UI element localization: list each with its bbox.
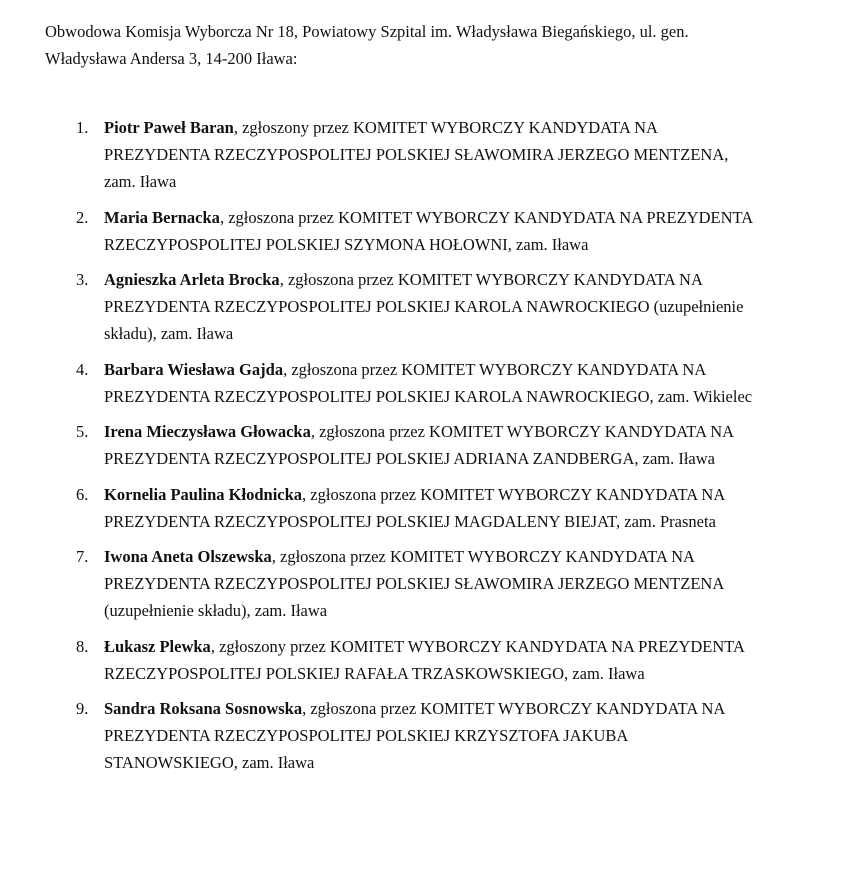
- member-description: PREZYDENTA RZECZYPOSPOLITEJ POLSKIEJ MAGDALENY BIEJAT, zam. Prasneta: [104, 511, 716, 531]
- member-name: Maria Bernacka: [104, 207, 220, 227]
- member-description: RZECZYPOSPOLITEJ POLSKIEJ SZYMONA HOŁOWNI, zam. Iława: [104, 234, 589, 254]
- member-text-line: [104, 266, 824, 293]
- member-description: PREZYDENTA RZECZYPOSPOLITEJ POLSKIEJ KRZYSZTOFA JAKUBA: [104, 726, 629, 745]
- member-description: zam. Iława: [104, 172, 177, 191]
- member-text-line: [104, 597, 824, 624]
- member-text-line: [104, 508, 824, 535]
- member-description: STANOWSKIEGO, zam. Iława: [104, 753, 315, 772]
- member-text-line: [104, 418, 824, 445]
- list-item-number: 9.: [76, 699, 89, 718]
- member-text-line: [104, 114, 824, 141]
- list-item-number: 3.: [76, 270, 89, 289]
- member-text-line: [104, 168, 824, 195]
- member-description: , zgłoszona przez KOMITET WYBORCZY KANDYDATA NA PREZYDENTA: [219, 207, 754, 227]
- member-text-line: [104, 722, 824, 749]
- member-name: Sandra Roksana Sosnowska: [104, 699, 303, 718]
- header-line-1: Obwodowa Komisja Wyborcza Nr 18, Powiatowy Szpital im. Władysława Biegańskiego, ul. gen.: [45, 22, 689, 41]
- list-item: [0, 356, 824, 410]
- member-name: Kornelia Paulina Kłodnicka: [104, 484, 303, 504]
- member-text-line: [104, 445, 824, 472]
- list-item: [0, 543, 824, 624]
- list-item-number: 8.: [76, 636, 89, 656]
- list-item: [0, 204, 824, 258]
- member-text-line: [104, 695, 824, 722]
- member-text-line: [104, 231, 824, 258]
- header-line-2: Władysława Andersa 3, 14-200 Iława:: [45, 49, 298, 68]
- member-description: , zgłoszona przez KOMITET WYBORCZY KANDYDATA NA: [302, 699, 726, 718]
- member-text-line: [104, 660, 824, 687]
- member-name: Iwona Aneta Olszewska: [104, 547, 272, 566]
- member-description: , zgłoszony przez KOMITET WYBORCZY KANDYDATA NA: [233, 118, 658, 137]
- member-text-line: [104, 543, 824, 570]
- member-text-line: [104, 204, 824, 231]
- member-description: , zgłoszona przez KOMITET WYBORCZY KANDYDATA NA: [302, 484, 726, 504]
- list-item-number: 6.: [76, 484, 89, 504]
- list-item-number: 2.: [76, 207, 89, 227]
- list-item: [0, 695, 824, 776]
- list-item-number: 4.: [76, 359, 89, 379]
- member-list: [0, 114, 866, 785]
- member-description: , zgłoszona przez KOMITET WYBORCZY KANDYDATA NA: [279, 270, 703, 289]
- member-description: , zgłoszona przez KOMITET WYBORCZY KANDYDATA NA: [283, 359, 707, 379]
- list-item: [0, 481, 824, 535]
- member-description: PREZYDENTA RZECZYPOSPOLITEJ POLSKIEJ SŁAWOMIRA JERZEGO MENTZENA: [104, 574, 725, 593]
- member-text-line: [104, 481, 824, 508]
- member-description: RZECZYPOSPOLITEJ POLSKIEJ RAFAŁA TRZASKOWSKIEGO, zam. Iława: [104, 663, 645, 683]
- list-item: [0, 633, 824, 687]
- member-name: Agnieszka Arleta Brocka: [104, 270, 280, 289]
- member-description: , zgłoszona przez KOMITET WYBORCZY KANDYDATA NA: [271, 547, 695, 566]
- member-description: PREZYDENTA RZECZYPOSPOLITEJ POLSKIEJ ADRIANA ZANDBERGA, zam. Iława: [104, 449, 715, 468]
- member-description: , zgłoszona przez KOMITET WYBORCZY KANDYDATA NA: [310, 422, 735, 441]
- member-description: PREZYDENTA RZECZYPOSPOLITEJ POLSKIEJ SŁAWOMIRA JERZEGO MENTZENA,: [104, 145, 729, 164]
- member-text-line: [104, 570, 824, 597]
- member-description: (uzupełnienie składu), zam. Iława: [104, 601, 328, 620]
- list-item: [0, 114, 824, 195]
- member-text-line: [104, 383, 824, 410]
- list-item-number: 1.: [76, 118, 89, 137]
- member-description: PREZYDENTA RZECZYPOSPOLITEJ POLSKIEJ KAROLA NAWROCKIEGO (uzupełnienie: [104, 297, 744, 316]
- member-name: Łukasz Plewka: [104, 636, 211, 656]
- list-item: [0, 266, 824, 347]
- member-name: Piotr Paweł Baran: [104, 118, 234, 137]
- commission-header: [45, 18, 835, 72]
- list-item: [0, 418, 824, 472]
- member-name: Irena Mieczysława Głowacka: [104, 422, 311, 441]
- member-text-line: [104, 633, 824, 660]
- member-text-line: [104, 293, 824, 320]
- member-description: PREZYDENTA RZECZYPOSPOLITEJ POLSKIEJ KAROLA NAWROCKIEGO, zam. Wikielec: [104, 386, 753, 406]
- member-description: składu), zam. Iława: [104, 324, 234, 343]
- member-name: Barbara Wiesława Gajda: [104, 359, 284, 379]
- list-item-number: 7.: [76, 547, 89, 566]
- member-text-line: [104, 749, 824, 776]
- member-text-line: [104, 320, 824, 347]
- member-text-line: [104, 356, 824, 383]
- member-text-line: [104, 141, 824, 168]
- member-description: , zgłoszony przez KOMITET WYBORCZY KANDYDATA NA PREZYDENTA: [210, 636, 745, 656]
- list-item-number: 5.: [76, 422, 89, 441]
